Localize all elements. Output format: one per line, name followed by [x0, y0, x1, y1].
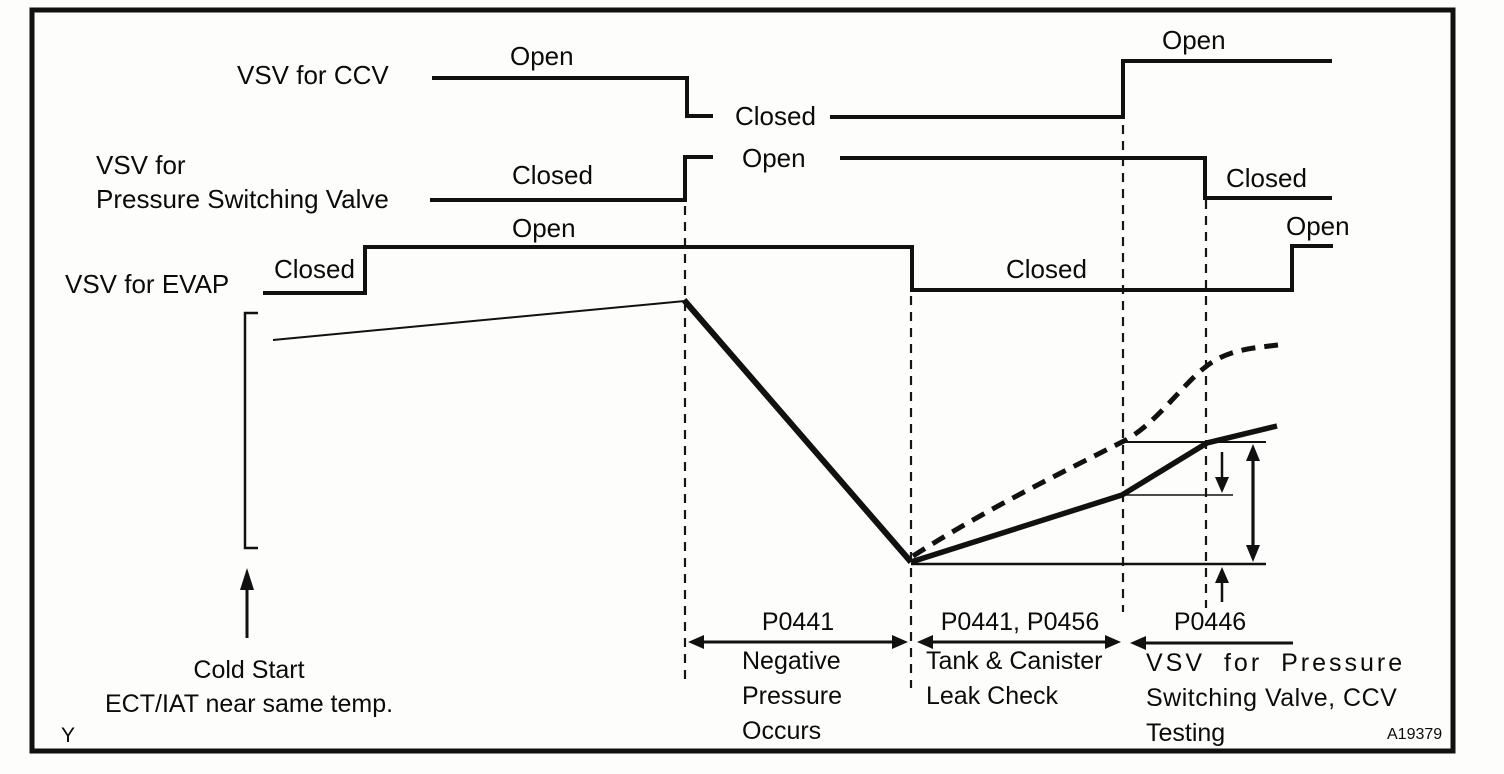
phase3-desc-1: VSV for Pressure [1146, 649, 1406, 677]
phase2-desc-1: Tank & Canister [926, 647, 1103, 675]
phase1-desc-2: Pressure [742, 682, 843, 710]
evap-waveform [263, 246, 1333, 293]
phase1-desc-3: Occurs [742, 717, 822, 745]
evap-state-open-1: Open [512, 213, 576, 243]
cold-start-note-line2: ECT/IAT near same temp. [105, 690, 394, 718]
psv-state-closed-1: Closed [512, 160, 593, 190]
evap-state-closed-2: Closed [1006, 254, 1087, 284]
phase3-desc-2: Switching Valve, CCV [1146, 684, 1398, 712]
cold-start-arrow [240, 568, 254, 638]
ccv-state-open-1: Open [510, 41, 574, 71]
signal-label-ccv: VSV for CCV [237, 60, 389, 90]
delta-down-arrow [1215, 452, 1229, 493]
phase2-code: P0441, P0456 [940, 608, 1100, 636]
signal-label-psv-line1: VSV for [96, 150, 186, 180]
figure-code: A19379 [1387, 726, 1443, 743]
delta-double-arrow [1246, 444, 1260, 562]
pressure-axis-bracket [245, 313, 258, 548]
y-corner-mark: Y [61, 724, 76, 747]
ccv-state-closed: Closed [735, 101, 816, 131]
evap-state-closed-1: Closed [274, 254, 355, 284]
phase3-desc-3: Testing [1146, 719, 1226, 747]
signal-label-psv-line2: Pressure Switching Valve [96, 184, 389, 214]
psv-state-open: Open [742, 143, 806, 173]
delta-up-arrow [1215, 567, 1229, 602]
signal-label-evap: VSV for EVAP [65, 269, 230, 299]
pressure-trace [273, 300, 1278, 562]
phase1-desc-1: Negative [742, 647, 841, 675]
phase2-desc-2: Leak Check [926, 682, 1059, 710]
psv-state-closed-2: Closed [1226, 163, 1307, 193]
phase3-code: P0446 [1173, 608, 1247, 636]
ccv-state-open-2: Open [1162, 25, 1226, 55]
cold-start-note-line1: Cold Start [193, 656, 305, 684]
phase1-code: P0441 [761, 608, 835, 636]
evap-state-open-2: Open [1286, 211, 1350, 241]
event-dashed-lines [685, 125, 1206, 688]
phase-arrow-p0446 [1130, 636, 1293, 650]
pressure-trace-leak-dashed [913, 345, 1278, 556]
